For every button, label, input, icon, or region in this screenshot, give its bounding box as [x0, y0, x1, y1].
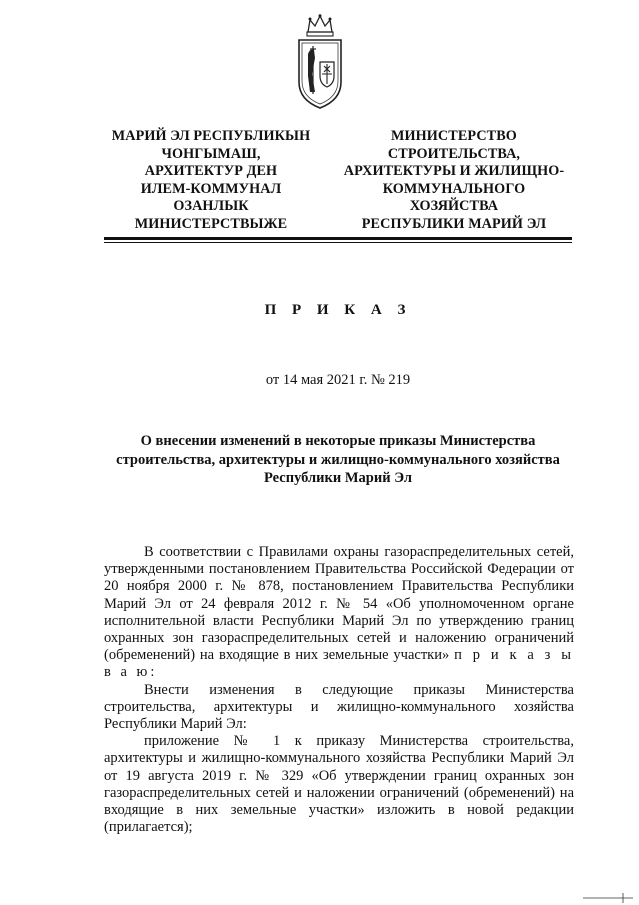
body-paragraph: Внести изменения в следующие приказы Министерства строительства, архитектуры и жилищно-коммунального хозяйства Республики Марий Эл: [104, 681, 574, 733]
header-divider-thick [104, 237, 572, 240]
body-paragraph-text: В соответствии с Правилами охраны газораспределительных сетей, утвержденными постановлением Правительства Российской Федерации от 20 ноября 2000 г. № 878, постановлением Правительства Республики Марий Эл от 24 февраля 2012 г. № 54 «Об уполномоченном органе исполнительной власти Республики Марий Эл по утверждению границ охранных зон газораспределительных сетей и наложению ограничений (обременений) на входящие в них земельные участки» [104, 544, 574, 664]
header-left-line: МИНИСТЕРСТВЫЖЕ [134, 215, 288, 232]
body-paragraph [104, 544, 574, 682]
header-left-line: АРХИТЕКТУР ДЕН [144, 163, 278, 179]
body-paragraph: приложение № 1 к приказу Министерства строительства, архитектуры и жилищно-коммунального хозяйства Республики Марий Эл от 19 августа 2019 г. № 329 «Об утверждении границ охранных зон газораспределительных сетей и наложении ограничений (обременений) на входящие в них земельные участки» изложить в новой редакции (прилагается); [104, 733, 574, 836]
document-title-line: О внесении изменений в некоторые приказы Министерства [140, 433, 536, 449]
header-right-block [334, 128, 574, 233]
document-date-number: от 14 мая 2021 г. № 219 [265, 372, 411, 388]
header-left-line: ОЗАНЛЫК [173, 198, 249, 214]
scan-edge-mark [563, 893, 633, 903]
coat-of-arms-icon [296, 14, 344, 110]
header-left-line: ЧОНГЫМАШ, [161, 145, 261, 162]
document-body [104, 544, 574, 836]
header-right-line: СТРОИТЕЛЬСТВА, [387, 145, 521, 162]
header-right-line: ХОЗЯЙСТВА [409, 198, 499, 214]
document-title [104, 432, 572, 488]
header-divider-thin [104, 242, 572, 243]
header-right-line: КОММУНАЛЬНОГО [382, 180, 526, 197]
header-left-block [100, 128, 322, 233]
header-left-line: ИЛЕМ-КОММУНАЛ [140, 180, 282, 197]
header-right-line: АРХИТЕКТУРЫ И ЖИЛИЩНО- [343, 163, 565, 179]
document-title-line: Республики Марий Эл [264, 470, 412, 486]
header-right-line: МИНИСТЕРСТВО [391, 128, 517, 144]
document-type: П Р И К А З [264, 302, 412, 318]
header-right-line: РЕСПУБЛИКИ МАРИЙ ЭЛ [361, 215, 547, 232]
header-left-line: МАРИЙ ЭЛ РЕСПУБЛИКЫН [111, 128, 311, 144]
order-keyword: п р и к а з ы в а ю: [104, 647, 574, 681]
document-title-line: строительства, архитектуры и жилищно-коммунального хозяйства [116, 451, 560, 468]
